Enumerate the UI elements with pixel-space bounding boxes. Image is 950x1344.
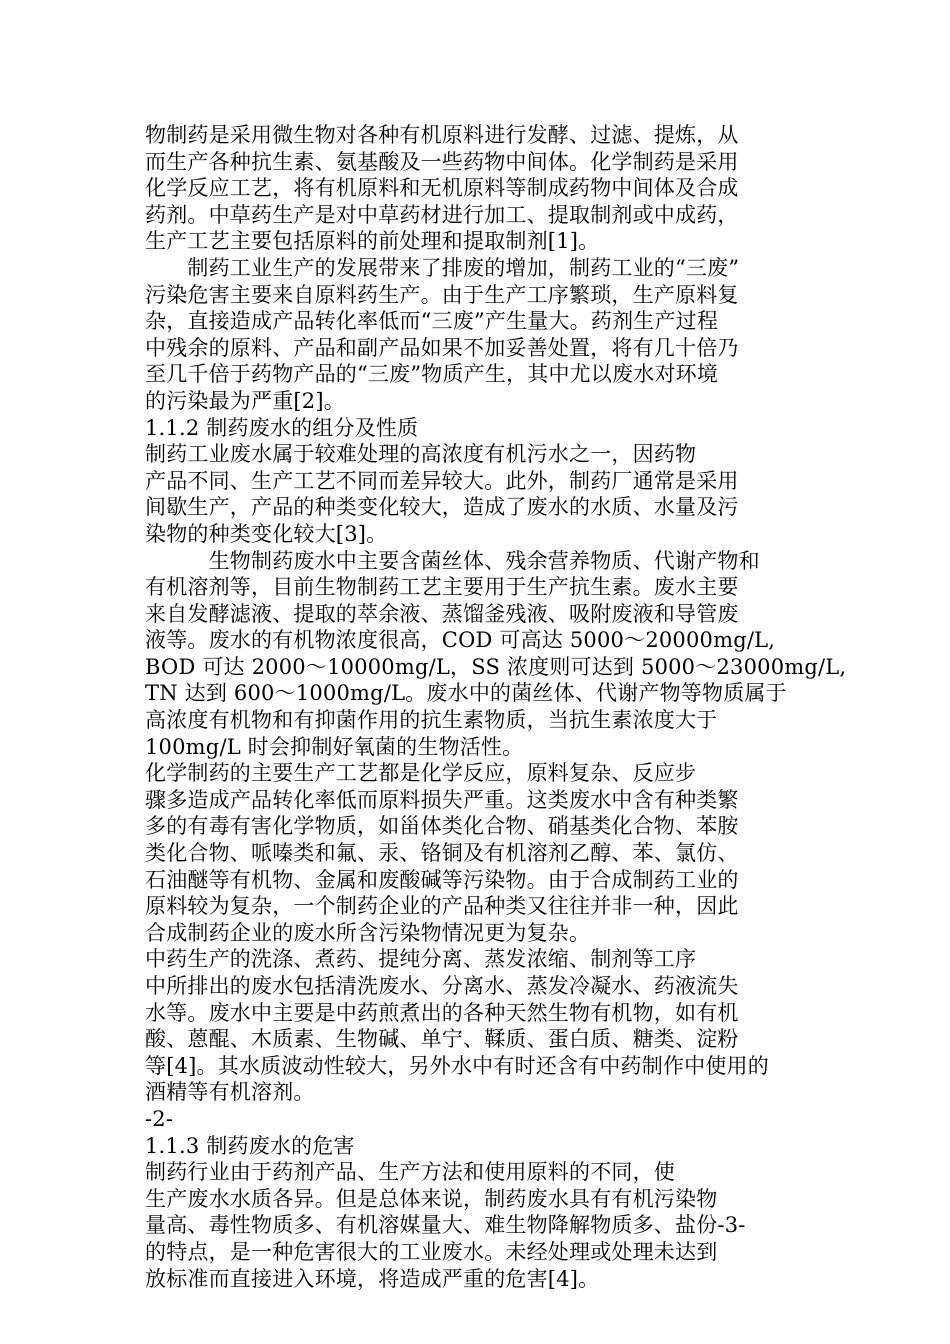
text-line: 100mg/L 时会抑制好氧菌的生物活性。 xyxy=(145,734,524,759)
text-line: 多的有毒有害化学物质，如甾体类化合物、硝基类化合物、苯胺 xyxy=(145,814,739,839)
text-line: 高浓度有机物和有抑菌作用的抗生素物质，当抗生素浓度大于 xyxy=(145,708,718,733)
text-line: TN 达到 600～1000mg/L。废水中的菌丝体、代谢产物等物质属于 xyxy=(145,681,787,706)
text-line: 原料较为复杂，一个制药企业的产品种类又往往并非一种，因此 xyxy=(145,894,739,919)
text-line: 石油醚等有机物、金属和废酸碱等污染物。由于合成制药工业的 xyxy=(145,867,739,892)
section-heading: 1.1.3 制药废水的危害 xyxy=(145,1133,355,1158)
text-line: 量高、毒性物质多、有机溶媒量大、难生物降解物质多、盐份-3- xyxy=(145,1213,746,1238)
body-text xyxy=(145,122,847,1292)
text-line: 合成制药企业的废水所含污染物情况更为复杂。 xyxy=(145,920,591,945)
text-line: 杂，直接造成产品转化率低而“三废”产生量大。药剂生产过程 xyxy=(145,309,719,334)
text-line: 至几千倍于药物产品的“三废”物质产生，其中尤以废水对环境 xyxy=(145,362,719,387)
text-line: 间歇生产，产品的种类变化较大，造成了废水的水质、水量及污 xyxy=(145,495,739,520)
text-line: 中所排出的废水包括清洗废水、分离水、蒸发冷凝水、药液流失 xyxy=(145,974,739,998)
text-line: 有机溶剂等，目前生物制药工艺主要用于生产抗生素。废水主要 xyxy=(145,575,739,600)
section-heading: 1.1.2 制药废水的组分及性质 xyxy=(145,415,419,440)
text-line: BOD 可达 2000～10000mg/L，SS 浓度则可达到 5000～23000mg/L, xyxy=(145,654,847,679)
text-line: 的特点，是一种危害很大的工业废水。未经处理或处理未达到 xyxy=(145,1239,718,1264)
text-line: 类化合物、哌嗪类和氟、汞、铬铜及有机溶剂乙醇、苯、氯仿、 xyxy=(145,841,739,866)
text-line: 物制药是采用微生物对各种有机原料进行发酵、过滤、提炼，从 xyxy=(145,123,739,147)
text-line: 的污染最为严重[2]。 xyxy=(145,388,345,413)
text-line: 化学制药的主要生产工艺都是化学反应，原料复杂、反应步 xyxy=(145,761,697,786)
text-line: 而生产各种抗生素、氨基酸及一些药物中间体。化学制药是采用 xyxy=(145,149,739,174)
text-line: 中残余的原料、产品和副产品如果不加妥善处置，将有几十倍乃 xyxy=(145,335,739,360)
text-line: 骤多造成产品转化率低而原料损失严重。这类废水中含有种类繁 xyxy=(145,787,739,812)
text-line: 生产废水水质各异。但是总体来说，制药废水具有有机污染物 xyxy=(145,1186,718,1211)
text-line: 制药行业由于药剂产品、生产方法和使用原料的不同，使 xyxy=(145,1160,675,1185)
text-line: 液等。废水的有机物浓度很高，COD 可高达 5000～20000mg/L, xyxy=(145,628,776,653)
text-line: 酒精等有机溶剂。 xyxy=(145,1080,315,1105)
text-line: 水等。废水中主要是中药煎煮出的各种天然生物有机物，如有机 xyxy=(145,1000,739,1025)
text-line: 药剂。中草药生产是对中草药材进行加工、提取制剂或中成药， xyxy=(145,202,739,227)
text-line: 中药生产的洗涤、煮药、提纯分离、蒸发浓缩、制剂等工序 xyxy=(145,947,697,972)
text-line: 化学反应工艺，将有机原料和无机原料等制成药物中间体及合成 xyxy=(145,176,739,201)
text-line: 等[4]。其水质波动性较大，另外水中有时还含有中药制作中使用的 xyxy=(145,1053,769,1078)
text-line: 酸、蒽醌、木质素、生物碱、单宁、鞣质、蛋白质、糖类、淀粉 xyxy=(145,1027,739,1052)
text-line: 生物制药废水中主要含菌丝体、残余营养物质、代谢产物和 xyxy=(145,548,760,573)
text-line: 制药工业废水属于较难处理的高浓度有机污水之一，因药物 xyxy=(145,442,697,467)
text-line: 产品不同、生产工艺不同而差异较大。此外，制药厂通常是采用 xyxy=(145,468,739,493)
text-line: 制药工业生产的发展带来了排废的增加，制药工业的“三废” xyxy=(145,255,740,280)
page-number: -2- xyxy=(145,1106,174,1131)
text-line: 污染危害主要来自原料药生产。由于生产工序繁琐，生产原料复 xyxy=(145,282,739,307)
text-line: 放标准而直接进入环境，将造成严重的危害[4]。 xyxy=(145,1266,600,1291)
text-line: 生产工艺主要包括原料的前处理和提取制剂[1]。 xyxy=(145,229,600,254)
text-line: 来自发酵滤液、提取的萃余液、蒸馏釜残液、吸附废液和导管废 xyxy=(145,601,739,626)
text-line: 染物的种类变化较大[3]。 xyxy=(145,521,388,546)
